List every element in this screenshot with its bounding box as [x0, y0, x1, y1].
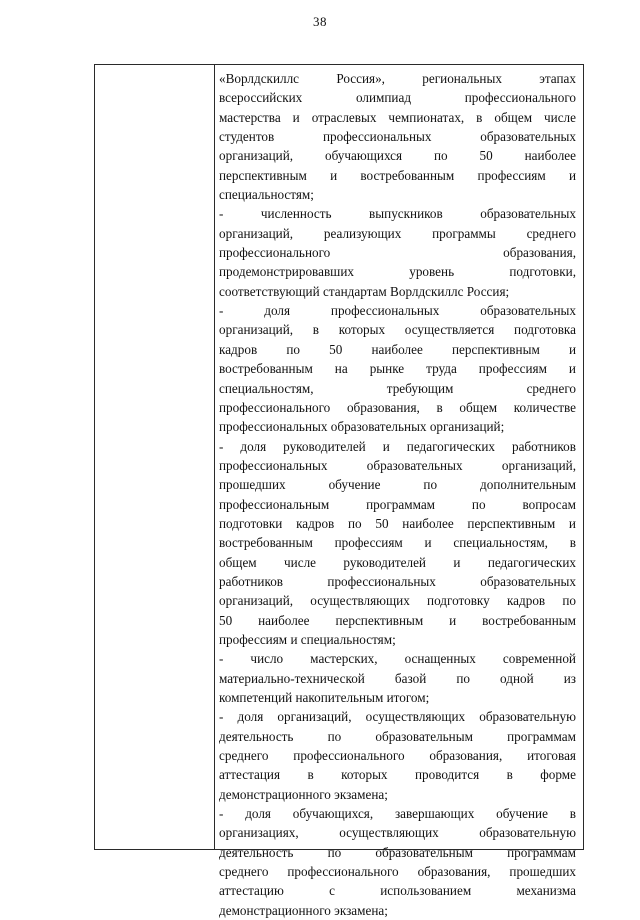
text-line: организаций, реализующих программы среднего	[219, 225, 576, 241]
text-line: организаций, обучающихся по 50 наиболее	[219, 148, 576, 164]
page-number: 38	[313, 14, 327, 29]
indicator-text-cell	[219, 69, 576, 920]
text-line: организациях, осуществляющих образовательную	[219, 825, 576, 841]
text-line: специальностям;	[219, 187, 314, 203]
text-line: 50 наиболее перспективным и востребованным	[219, 612, 576, 628]
text-line: организаций, в которых осуществляется подготовка	[219, 322, 576, 338]
text-line: востребованным на рынке труда профессиям и	[219, 361, 576, 377]
text-line: аттестация в которых проводится в форме	[219, 767, 576, 783]
text-line: среднего профессионального образования, итоговая	[219, 748, 576, 764]
text-line: продемонстрировавших уровень подготовки,	[219, 264, 576, 280]
text-line: прошедших обучение по дополнительным	[219, 477, 576, 493]
text-line: компетенций накопительным итогом;	[219, 690, 430, 705]
text-line: общем числе руководителей и педагогических	[219, 554, 576, 570]
text-line: мастерства и отраслевых чемпионатах, в общем числе	[219, 109, 576, 125]
text-line: - доля руководителей и педагогических работников	[219, 438, 576, 454]
text-line: кадров по 50 наиболее перспективным и	[219, 341, 576, 357]
indicator-table	[94, 64, 584, 918]
text-line: - доля организаций, осуществляющих образовательную	[219, 709, 576, 725]
text-line: профессиональных образовательных организаций,	[219, 457, 576, 473]
text-line: востребованным профессиям и специальностям, в	[219, 535, 576, 551]
text-line: - доля профессиональных образовательных	[219, 303, 576, 319]
text-line: - число мастерских, оснащенных современной	[219, 651, 576, 667]
text-line: демонстрационного экзамена;	[219, 902, 388, 918]
table-left-column	[95, 65, 215, 849]
text-line: всероссийских олимпиад профессионального	[219, 90, 576, 106]
text-line: профессионального образования, в общем количестве	[219, 399, 576, 415]
text-line: деятельность по образовательным программам	[219, 844, 576, 860]
text-line: студентов профессиональных образовательных	[219, 129, 576, 145]
text-line: профессионального образования,	[219, 245, 576, 261]
text-line: организаций, осуществляющих подготовку кадров по	[219, 593, 576, 609]
text-line: - численность выпускников образовательных	[219, 206, 576, 222]
text-line: материально-технической базой по одной из	[219, 670, 576, 686]
text-line: подготовки кадров по 50 наиболее перспективным и	[219, 515, 576, 531]
text-line: соответствующий стандартам Ворлдскиллс Россия;	[219, 283, 510, 299]
text-line: специальностям, требующим среднего	[219, 380, 576, 396]
text-line: демонстрационного экзамена;	[219, 786, 388, 802]
text-line: деятельность по образовательным программам	[219, 728, 576, 744]
text-line: профессиям и специальностям;	[219, 631, 396, 647]
text-line: среднего профессионального образования, прошедших	[219, 864, 576, 880]
text-line: профессиональным программам по вопросам	[219, 496, 576, 512]
text-line: - доля обучающихся, завершающих обучение в	[219, 806, 576, 822]
text-line: перспективным и востребованным профессиям и	[219, 167, 576, 183]
table-right-column	[215, 65, 583, 918]
text-line: аттестацию с использованием механизма	[219, 883, 576, 899]
text-line: профессиональных образовательных организаций;	[219, 419, 505, 435]
text-line: «Ворлдскиллс Россия», региональных этапах	[219, 71, 576, 86]
text-line: работников профессиональных образовательных	[219, 573, 576, 589]
